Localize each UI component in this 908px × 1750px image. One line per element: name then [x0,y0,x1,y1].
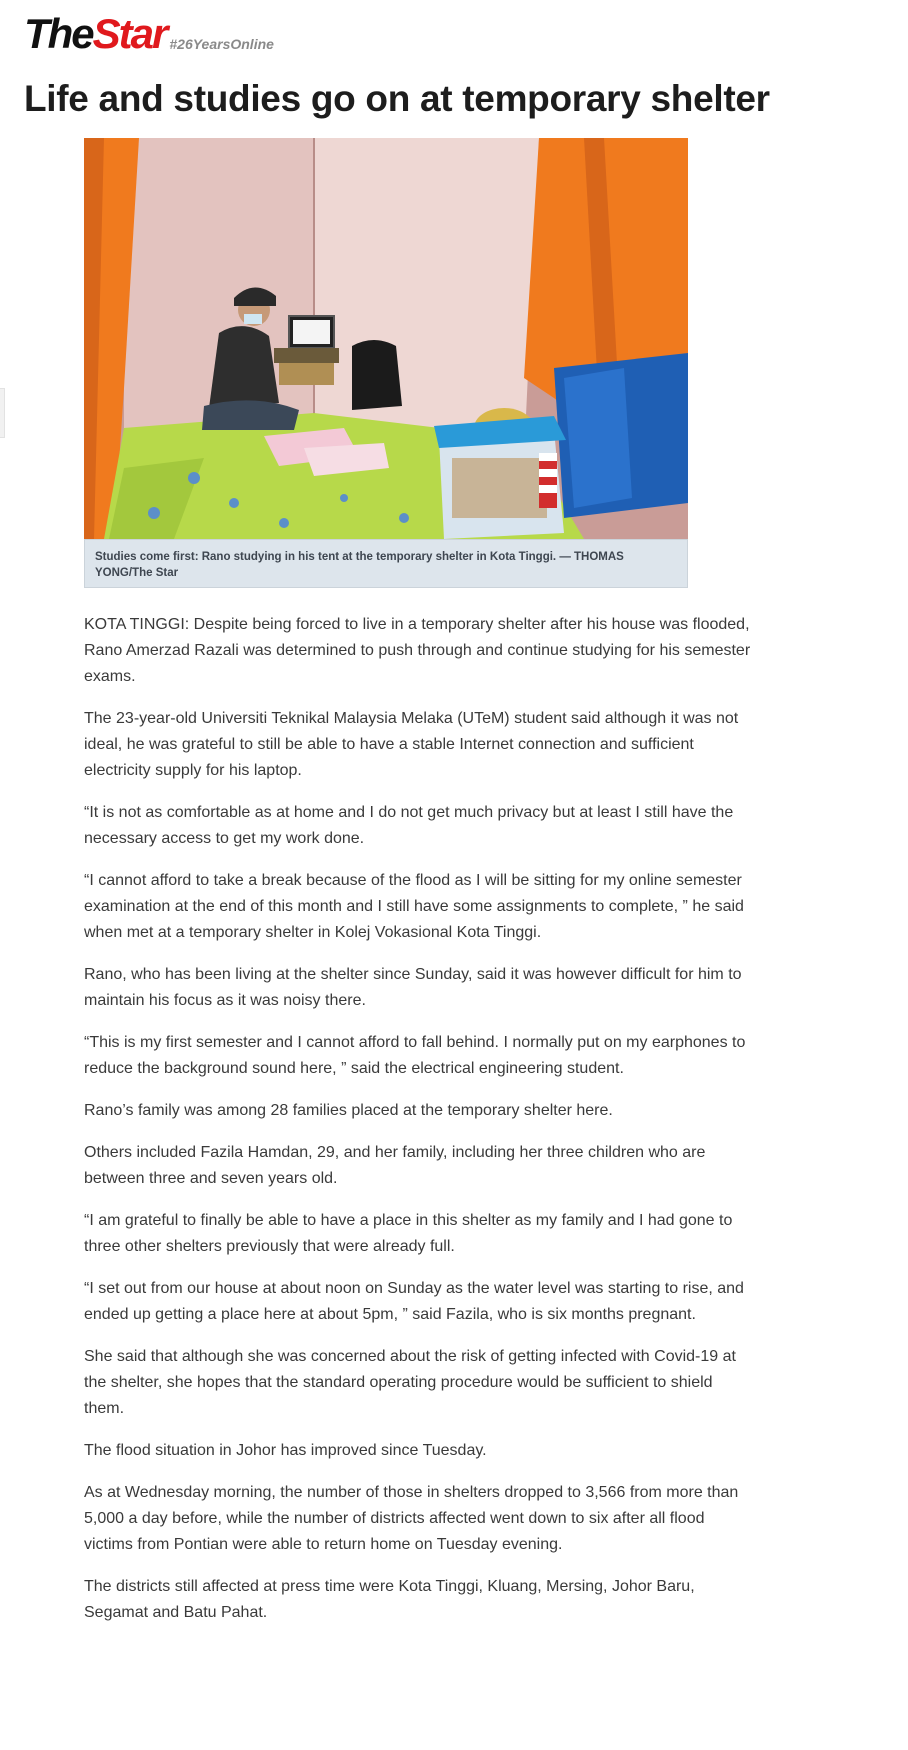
article-headline: Life and studies go on at temporary shelter [24,78,770,119]
the-star-logo[interactable] [24,10,166,58]
paragraph: As at Wednesday morning, the number of those in shelters dropped to 3,566 from more than 5,000 a day before, while the number of districts affected went down to six after all flood victims from Pontian were able to return home on Tuesday evening. [84,1484,739,1553]
photo-caption: Studies come first: Rano studying in his tent at the temporary shelter in Kota Tinggi. — THOMAS YONG/The Star [84,539,688,588]
paragraph: “I cannot afford to take a break because of the flood as I will be sitting for my online semester examination at the end of this month and I still have some assignments to complete, ” he said when met at a temporary shelter in Kolej Vokasional Kota Tinggi. [84,872,744,941]
article-body [84,612,754,1642]
article-photo [84,138,688,539]
paragraph: She said that although she was concerned about the risk of getting infected with Covid-19 at the shelter, she hopes that the standard operating procedure would be sufficient to shield them. [84,1348,736,1417]
paragraph: Others included Fazila Hamdan, 29, and her family, including her three children who are between three and seven years old. [84,1144,706,1187]
paragraph: The 23-year-old Universiti Teknikal Malaysia Melaka (UTeM) student said although it was not ideal, he was grateful to still be able to have a stable Internet connection and sufficient electricity supply for his laptop. [84,710,739,779]
paragraph: The districts still affected at press time were Kota Tinggi, Kluang, Mersing, Johor Baru, Segamat and Batu Pahat. [84,1578,695,1621]
paragraph: Rano’s family was among 28 families placed at the temporary shelter here. [84,1102,613,1119]
paragraph: Rano, who has been living at the shelter since Sunday, said it was however difficult for him to maintain his focus as it was noisy there. [84,966,742,1009]
paragraph: “This is my first semester and I cannot afford to fall behind. I normally put on my earphones to reduce the background sound here, ” said the electrical engineering student. [84,1034,746,1077]
logo-star: Star [92,10,167,57]
paragraph: “I set out from our house at about noon on Sunday as the water level was starting to rise, and ended up getting a place here at about 5pm, ” said Fazila, who is six months pregnant. [84,1280,744,1323]
paragraph: The flood situation in Johor has improved since Tuesday. [84,1442,487,1459]
masthead [24,10,274,58]
masthead-tagline: #26YearsOnline [169,36,274,52]
paragraph: KOTA TINGGI: Despite being forced to live in a temporary shelter after his house was flooded, Rano Amerzad Razali was determined to push through and continue studying for his semester exams. [84,616,751,685]
paragraph: “It is not as comfortable as at home and I do not get much privacy but at least I still have the necessary access to get my work done. [84,804,734,847]
side-feedback-tab[interactable] [0,388,5,438]
paragraph: “I am grateful to finally be able to have a place in this shelter as my family and I had gone to three other shelters previously that were already full. [84,1212,733,1255]
logo-the: The [24,10,93,57]
article-figure [84,138,688,588]
